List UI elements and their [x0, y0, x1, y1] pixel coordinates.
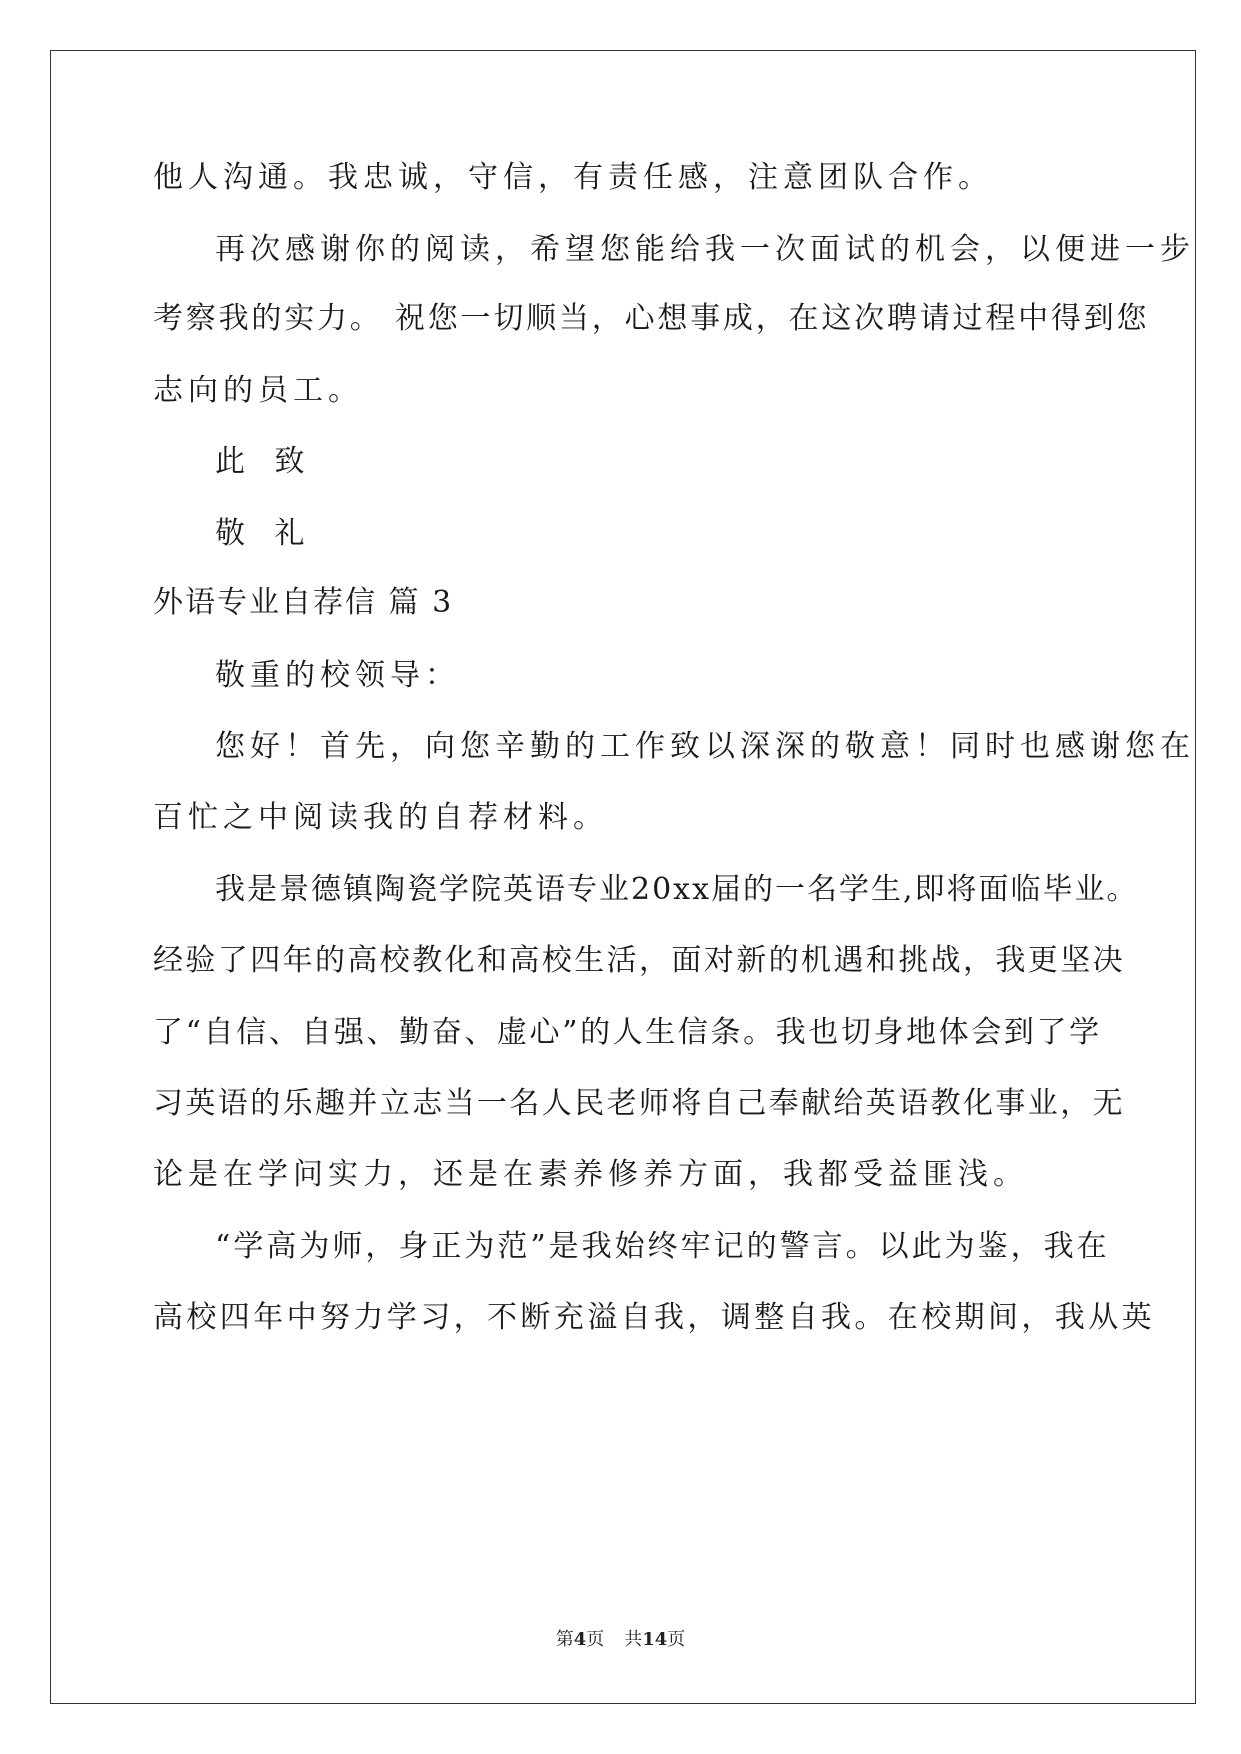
page-footer — [0, 1625, 1241, 1651]
text-line: 我是景德镇陶瓷学院英语专业20xx届的一名学生,即将面临毕业。 — [215, 872, 1139, 907]
text-line: 考察我的实力。 祝您一切顺当，心想事成，在这次聘请过程中得到您 — [153, 301, 1150, 336]
page-total: 14 — [642, 1629, 668, 1650]
section-heading: 外语专业自荐信 篇 3 — [153, 585, 454, 620]
text-line: “学高为师，身正为范”是我始终牢记的警言。以此为鉴，我在 — [215, 1229, 1110, 1264]
closing-salutation-1: 此 致 — [215, 444, 315, 479]
page-prefix: 第 — [555, 1629, 574, 1650]
text-line: 您好！首先，向您辛勤的工作致以深深的敬意！同时也感谢您在 — [215, 729, 1195, 764]
text-line: 百忙之中阅读我的自荐材料。 — [153, 800, 608, 835]
total-unit: 页 — [667, 1629, 686, 1650]
text-line: 高校四年中努力学习，不断充溢自我，调整自我。在校期间，我从英 — [153, 1300, 1155, 1335]
page-current: 4 — [573, 1629, 587, 1650]
text-line: 再次感谢你的阅读，希望您能给我一次面试的机会，以便进一步 — [215, 232, 1195, 267]
text-line: 习英语的乐趣并立志当一名人民老师将自己奉献给英语教化事业，无 — [153, 1086, 1125, 1121]
total-prefix: 共 — [624, 1629, 643, 1650]
text-line: 经验了四年的高校教化和高校生活，面对新的机遇和挑战，我更坚决 — [153, 943, 1125, 978]
text-line: 他人沟通。我忠诚，守信，有责任感，注意团队合作。 — [153, 160, 993, 195]
text-line: 论是在学问实力，还是在素养修养方面，我都受益匪浅。 — [153, 1157, 1028, 1192]
page-unit: 页 — [586, 1629, 605, 1650]
salutation: 敬重的校领导： — [215, 658, 460, 693]
closing-salutation-2: 敬 礼 — [215, 516, 315, 551]
text-line: 了“自信、自强、勤奋、虚心”的人生信条。我也切身地体会到了学 — [153, 1015, 1102, 1050]
text-line: 志向的员工。 — [153, 373, 363, 408]
